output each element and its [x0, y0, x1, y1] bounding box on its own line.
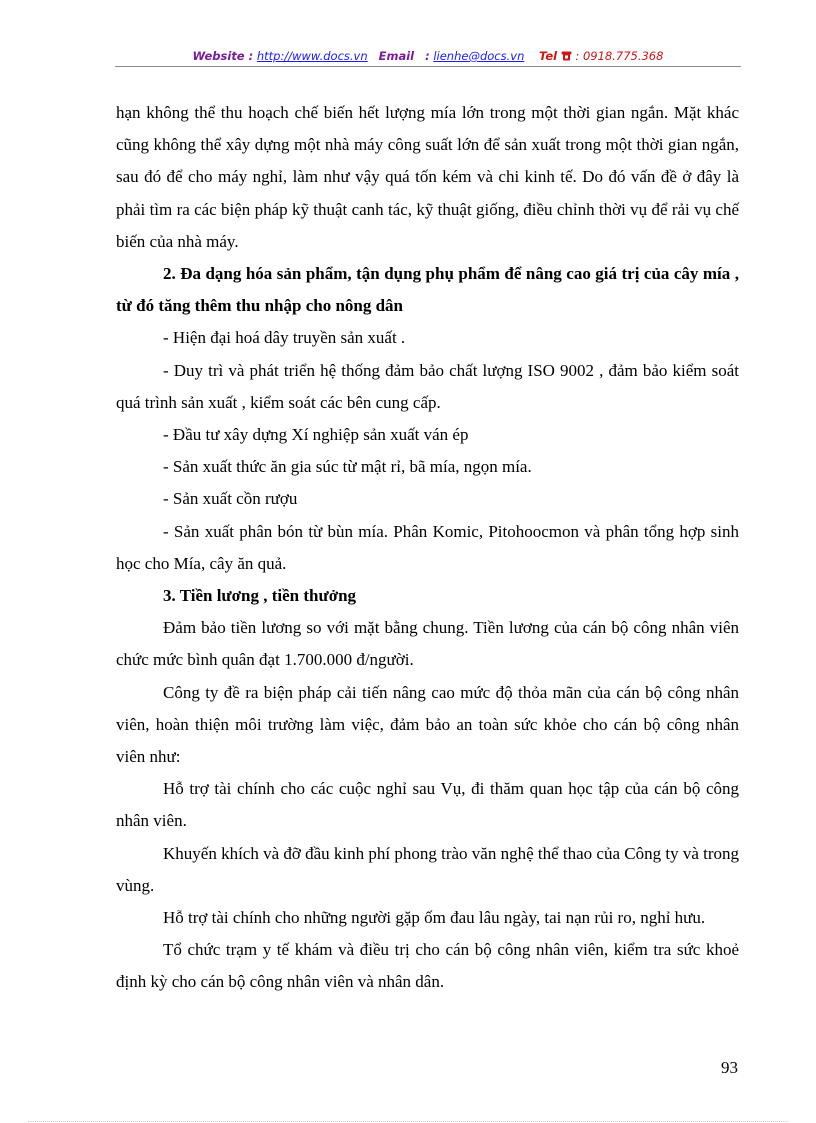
email-label: Email	[378, 49, 415, 63]
paragraph-continuation: hạn không thể thu hoạch chế biến hết lượng mía lớn trong một thời gian ngắn. Mặt khác cũng không thể xây dựng một nhà máy công suất lớn để sản xuất trong một thời gian ngắn, sau đó để cho máy nghỉ, làm như vậy quá tốn kém và chi kinh tế. Do đó vấn đề ở đây là phải tìm ra các biện pháp kỹ thuật canh tác, kỹ thuật giống, điều chỉnh thời vụ để rải vụ chế biến của nhà máy.	[116, 103, 739, 251]
list-item: - Sản xuất phân bón từ bùn mía. Phân Komic, Pitohoocmon và phân tổng hợp sinh học cho Mía, cây ăn quả.	[116, 521, 739, 573]
paragraph: Đảm bảo tiền lương so với mặt bằng chung. Tiền lương của cán bộ công nhân viên chức mức bình quân đạt 1.700.000 đ/người.	[116, 618, 739, 670]
email-link[interactable]: lienhe@docs.vn	[433, 49, 525, 63]
header-divider	[115, 66, 741, 67]
section-heading-3: 3. Tiền lương , tiền thưởng	[163, 586, 357, 606]
tel-label: Tel	[539, 49, 558, 63]
list-item: - Đầu tư xây dựng Xí nghiệp sản xuất ván ép	[163, 425, 469, 445]
page-number: 93	[721, 1058, 738, 1077]
page-header	[115, 47, 741, 67]
list-item: - Sản xuất thức ăn gia súc từ mật rỉ, bã mía, ngọn mía.	[163, 457, 532, 477]
list-item: - Hiện đại hoá dây truyền sản xuất .	[163, 328, 406, 348]
paragraph: Khuyến khích và đỡ đầu kinh phí phong trào văn nghệ thể thao của Công ty và trong vùng.	[116, 843, 740, 895]
email-separator: :	[425, 49, 430, 63]
paragraph: Hỗ trợ tài chính cho những người gặp ốm đau lâu ngày, tai nạn rủi ro, nghỉ hưu.	[163, 908, 706, 928]
section-heading-2: 2. Đa dạng hóa sản phẩm, tận dụng phụ phẩm để nâng cao giá trị của cây mía , từ đó tăng thêm thu nhập cho nông dân	[116, 264, 739, 316]
list-item: - Duy trì và phát triển hệ thống đảm bảo chất lượng ISO 9002 , đảm bảo kiểm soát quá trình sản xuất , kiểm soát các bên cung cấp.	[116, 360, 739, 412]
document-body	[116, 97, 739, 999]
paragraph: Hỗ trợ tài chính cho các cuộc nghỉ sau Vụ, đi thăm quan học tập của cán bộ công nhân viên.	[116, 779, 739, 831]
paragraph: Tổ chức trạm y tế khám và điều trị cho cán bộ công nhân viên, kiểm tra sức khoẻ định kỳ cho cán bộ công nhân viên và nhân dân.	[116, 940, 739, 992]
paragraph: Công ty đề ra biện pháp cải tiến nâng cao mức độ thỏa mãn của cán bộ công nhân viên, hoàn thiện môi trường làm việc, đảm bảo an toàn sức khỏe cho cán bộ công nhân viên như:	[116, 682, 739, 767]
website-link[interactable]: http://www.docs.vn	[256, 49, 368, 63]
website-label: Website :	[192, 49, 254, 63]
tel-value[interactable]: : 0918.775.368	[575, 49, 664, 63]
phone-icon	[561, 49, 572, 63]
list-item: - Sản xuất cồn rượu	[163, 489, 298, 509]
footer-divider	[28, 1121, 788, 1122]
